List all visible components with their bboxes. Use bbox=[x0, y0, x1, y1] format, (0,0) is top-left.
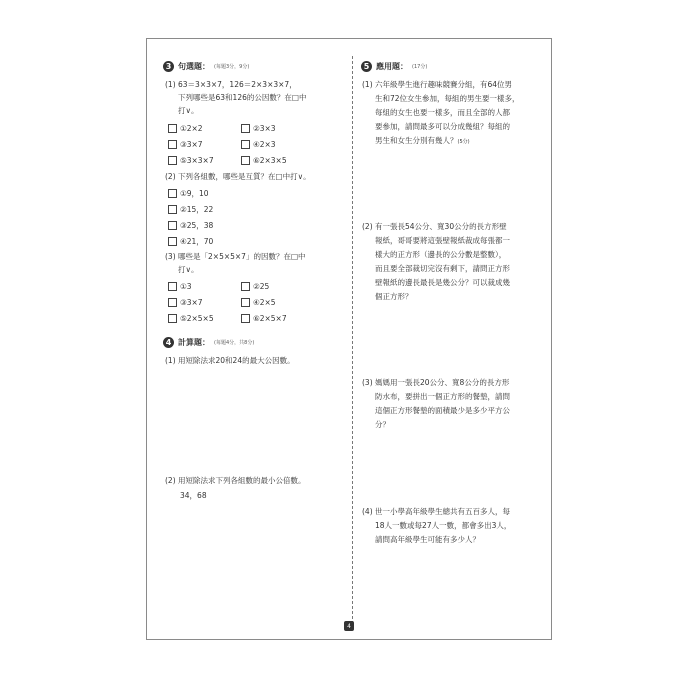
checkbox[interactable] bbox=[241, 140, 250, 149]
section-4-number: 4 bbox=[163, 337, 174, 348]
checkbox[interactable] bbox=[241, 314, 250, 323]
q5-1-line2: 生和72位女生參加，每組的男生要一樣多， bbox=[375, 94, 520, 103]
checkbox[interactable] bbox=[241, 282, 250, 291]
q3-1-option-4[interactable]: ④2×3 bbox=[241, 140, 276, 149]
section-3-note: (每題3分，9分) bbox=[214, 64, 250, 70]
checkbox[interactable] bbox=[168, 237, 177, 246]
q3-1-line1: (1) 63＝3×3×7，126＝2×3×3×7， bbox=[165, 80, 297, 89]
q3-3-option-1[interactable]: ①3 bbox=[168, 282, 192, 291]
q5-4-line3: 請問高年級學生可能有多少人？ bbox=[375, 535, 480, 544]
q3-3-line2: 打∨。 bbox=[178, 265, 199, 274]
q3-1-line3: 打∨。 bbox=[178, 106, 199, 115]
q3-3-option-5[interactable]: ⑤2×5×5 bbox=[168, 314, 214, 323]
q3-1-option-5[interactable]: ⑤3×3×7 bbox=[168, 156, 214, 165]
q5-2-line5: 壁報紙的邊長最長是幾公分？可以裁成幾 bbox=[375, 278, 510, 287]
section-5-number: 5 bbox=[361, 61, 372, 72]
q3-3-line1: (3) 哪些是「2×5×5×7」的因數？在□中 bbox=[165, 252, 306, 261]
q4-2-line1: (2) 用短除法求下列各組數的最小公倍數。 bbox=[165, 476, 306, 485]
section-5-title: 應用題： bbox=[376, 62, 408, 71]
q5-2-line2: 報紙，哥哥要將這張壁報紙裁成每張都一 bbox=[375, 236, 510, 245]
q3-2-option-2[interactable]: ②15，22 bbox=[168, 204, 213, 215]
checkbox[interactable] bbox=[241, 298, 250, 307]
q3-3-option-4[interactable]: ④2×5 bbox=[241, 298, 276, 307]
q5-2-line6: 個正方形？ bbox=[375, 292, 413, 301]
checkbox[interactable] bbox=[168, 124, 177, 133]
checkbox[interactable] bbox=[168, 156, 177, 165]
q5-2-line3: 樣大的正方形（邊長的公分數是整數）， bbox=[375, 250, 507, 259]
q5-1-line3: 每組的女生也要一樣多，而且全部的人都 bbox=[375, 108, 510, 117]
q5-3-line2: 防水布，要拼出一個正方形的餐墊，請問 bbox=[375, 392, 510, 401]
q5-3-line3: 這個正方形餐墊的面積最少是多少平方公 bbox=[375, 406, 510, 415]
checkbox[interactable] bbox=[168, 314, 177, 323]
q3-3-option-6[interactable]: ⑥2×5×7 bbox=[241, 314, 287, 323]
q5-2-line1: (2) 有一張長54公分、寬30公分的長方形壁 bbox=[362, 222, 507, 231]
q3-1-line2: 下列哪些是63和126的公因數？在□中 bbox=[178, 93, 307, 102]
q3-3-option-3[interactable]: ③3×7 bbox=[168, 298, 203, 307]
section-3-title: 句選題： bbox=[178, 62, 210, 71]
q5-1-score: (5分) bbox=[457, 139, 470, 145]
section-4-title: 計算題： bbox=[178, 338, 210, 347]
q5-4-line1: (4) 世一小學高年級學生總共有五百多人，每 bbox=[362, 507, 511, 516]
section-5-header bbox=[361, 61, 427, 72]
q3-1-option-2[interactable]: ②3×3 bbox=[241, 124, 276, 133]
q3-1-option-6[interactable]: ⑥2×3×5 bbox=[241, 156, 287, 165]
q3-2-option-1[interactable]: ①9，10 bbox=[168, 188, 209, 199]
q3-1-option-3[interactable]: ③3×7 bbox=[168, 140, 203, 149]
q3-2-option-3[interactable]: ③25，38 bbox=[168, 220, 213, 231]
q3-3-option-2[interactable]: ②25 bbox=[241, 282, 269, 291]
page-number: 4 bbox=[344, 621, 354, 631]
q5-1-line4: 要參加，請問最多可以分成幾組？每組的 bbox=[375, 122, 510, 131]
q5-2-line4: 而且要全部裁切完沒有剩下，請問正方形 bbox=[375, 264, 510, 273]
q4-2-line2: 34，68 bbox=[180, 491, 207, 500]
checkbox[interactable] bbox=[241, 124, 250, 133]
q5-4-line2: 18人一數或每27人一數，都會多出3人， bbox=[375, 521, 512, 530]
q5-3-line4: 分？ bbox=[375, 420, 390, 429]
q3-2-line1: (2) 下列各組數，哪些是互質？在□中打∨。 bbox=[165, 172, 311, 181]
q3-1-option-1[interactable]: ①2×2 bbox=[168, 124, 203, 133]
checkbox[interactable] bbox=[168, 205, 177, 214]
q4-1-text: (1) 用短除法求20和24的最大公因數。 bbox=[165, 356, 295, 365]
checkbox[interactable] bbox=[168, 140, 177, 149]
section-5-note: (17分) bbox=[412, 64, 428, 70]
checkbox[interactable] bbox=[168, 282, 177, 291]
section-4-note: (每題4分，共8分) bbox=[214, 340, 255, 346]
q5-3-line1: (3) 媽媽用一張長20公分、寬8公分的長方形 bbox=[362, 378, 510, 387]
q5-1-line1: (1) 六年級學生進行趣味競賽分組，有64位男 bbox=[362, 80, 513, 89]
section-3-number: 3 bbox=[163, 61, 174, 72]
checkbox[interactable] bbox=[168, 221, 177, 230]
checkbox[interactable] bbox=[168, 298, 177, 307]
checkbox[interactable] bbox=[241, 156, 250, 165]
column-divider bbox=[352, 56, 353, 624]
section-4-header bbox=[163, 337, 254, 348]
q3-2-option-4[interactable]: ④21，70 bbox=[168, 236, 213, 247]
q5-1-line5: 男生和女生分別有幾人？(5分) bbox=[375, 136, 470, 145]
checkbox[interactable] bbox=[168, 189, 177, 198]
section-3-header bbox=[163, 61, 249, 72]
